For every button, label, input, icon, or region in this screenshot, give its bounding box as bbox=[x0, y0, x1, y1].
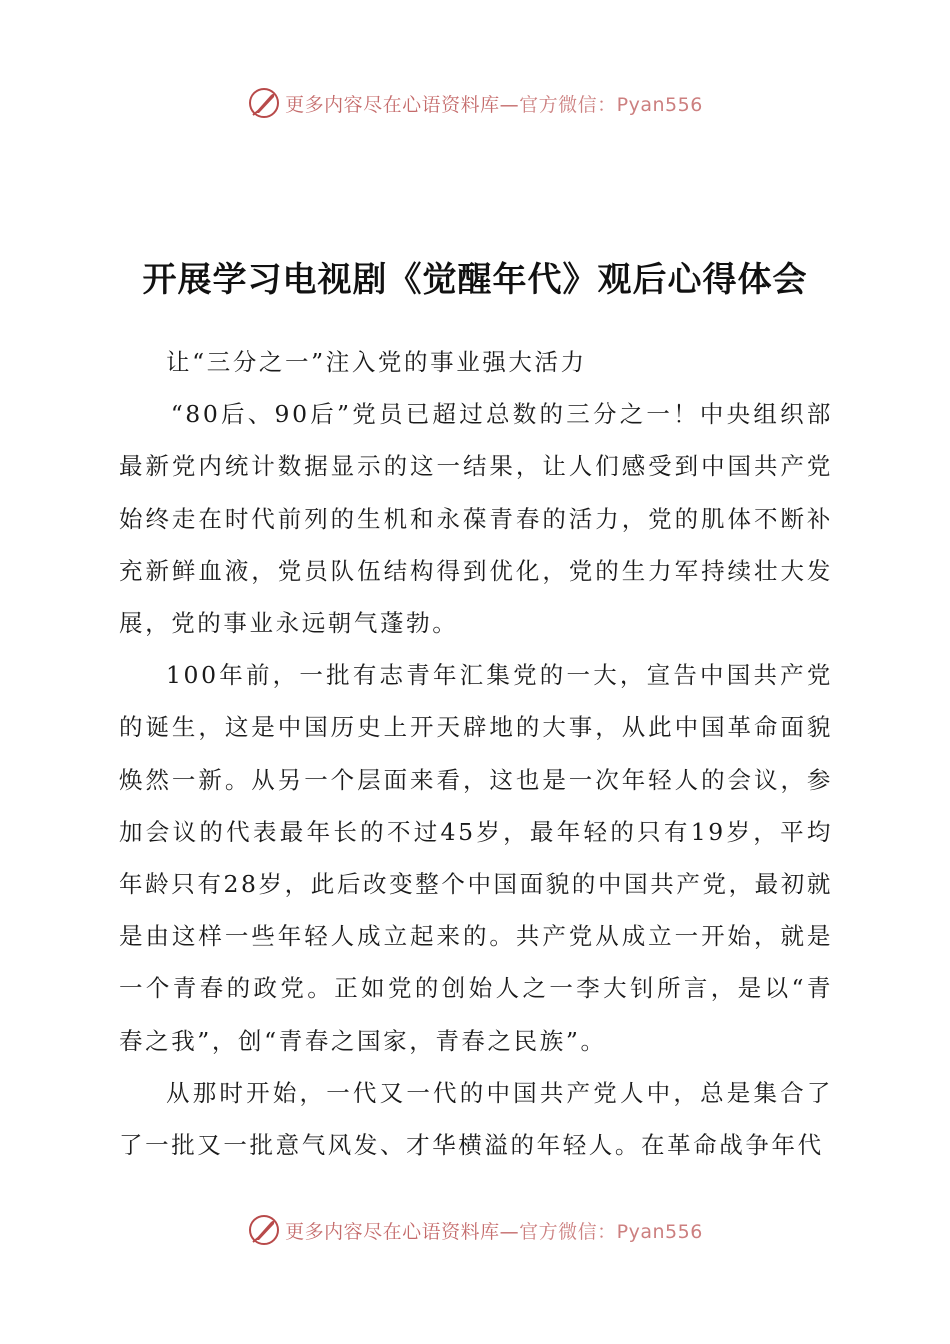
watermark-site: 更多内容尽在心语资料库— bbox=[285, 93, 520, 116]
paragraph: “80后、90后”党员已超过总数的三分之一！中央组织部最新党内统计数据显示的这一结果，让人们感受到中国共产党始终走在时代前列的生机和永葆青春的活力，党的肌体不断补充新鲜血液，党员队伍结构得到优化，党的生力军持续壮大发展，党的事业永远朝气蓬勃。 bbox=[119, 400, 833, 638]
document-title: 开展学习电视剧《觉醒年代》观后心得体会 bbox=[142, 260, 808, 300]
quill-logo-icon bbox=[247, 86, 281, 120]
watermark-banner-bottom bbox=[0, 1210, 950, 1250]
watermark-text bbox=[285, 1217, 703, 1244]
document-body bbox=[119, 336, 833, 1171]
document-subtitle: 让“三分之一”注入党的事业强大活力 bbox=[166, 348, 587, 376]
watermark-wechat: 官方微信：Pyan556 bbox=[519, 93, 703, 116]
paragraph: 100年前，一批有志青年汇集党的一大，宣告中国共产党的诞生，这是中国历史上开天辟地的大事，从此中国革命面貌焕然一新。从另一个层面来看，这也是一次年轻人的会议，参加会议的代表最年长的不过45岁，最年轻的只有19岁，平均年龄只有28岁，此后改变整个中国面貌的中国共产党，最初就是由这样一些年轻人成立起来的。共产党从成立一开始，就是一个青春的政党。正如党的创始人之一李大钊所言，是以“青春之我”，创“青春之国家，青春之民族”。 bbox=[119, 661, 833, 1055]
watermark-banner-top bbox=[0, 83, 950, 123]
watermark-wechat: 官方微信：Pyan556 bbox=[519, 1220, 703, 1243]
quill-logo-icon bbox=[247, 1213, 281, 1247]
watermark-site: 更多内容尽在心语资料库— bbox=[285, 1220, 520, 1243]
watermark-text bbox=[285, 90, 703, 117]
paragraph: 从那时开始，一代又一代的中国共产党人中，总是集合了了一批又一批意气风发、才华横溢的年轻人。在革命战争年代 bbox=[119, 1078, 833, 1160]
